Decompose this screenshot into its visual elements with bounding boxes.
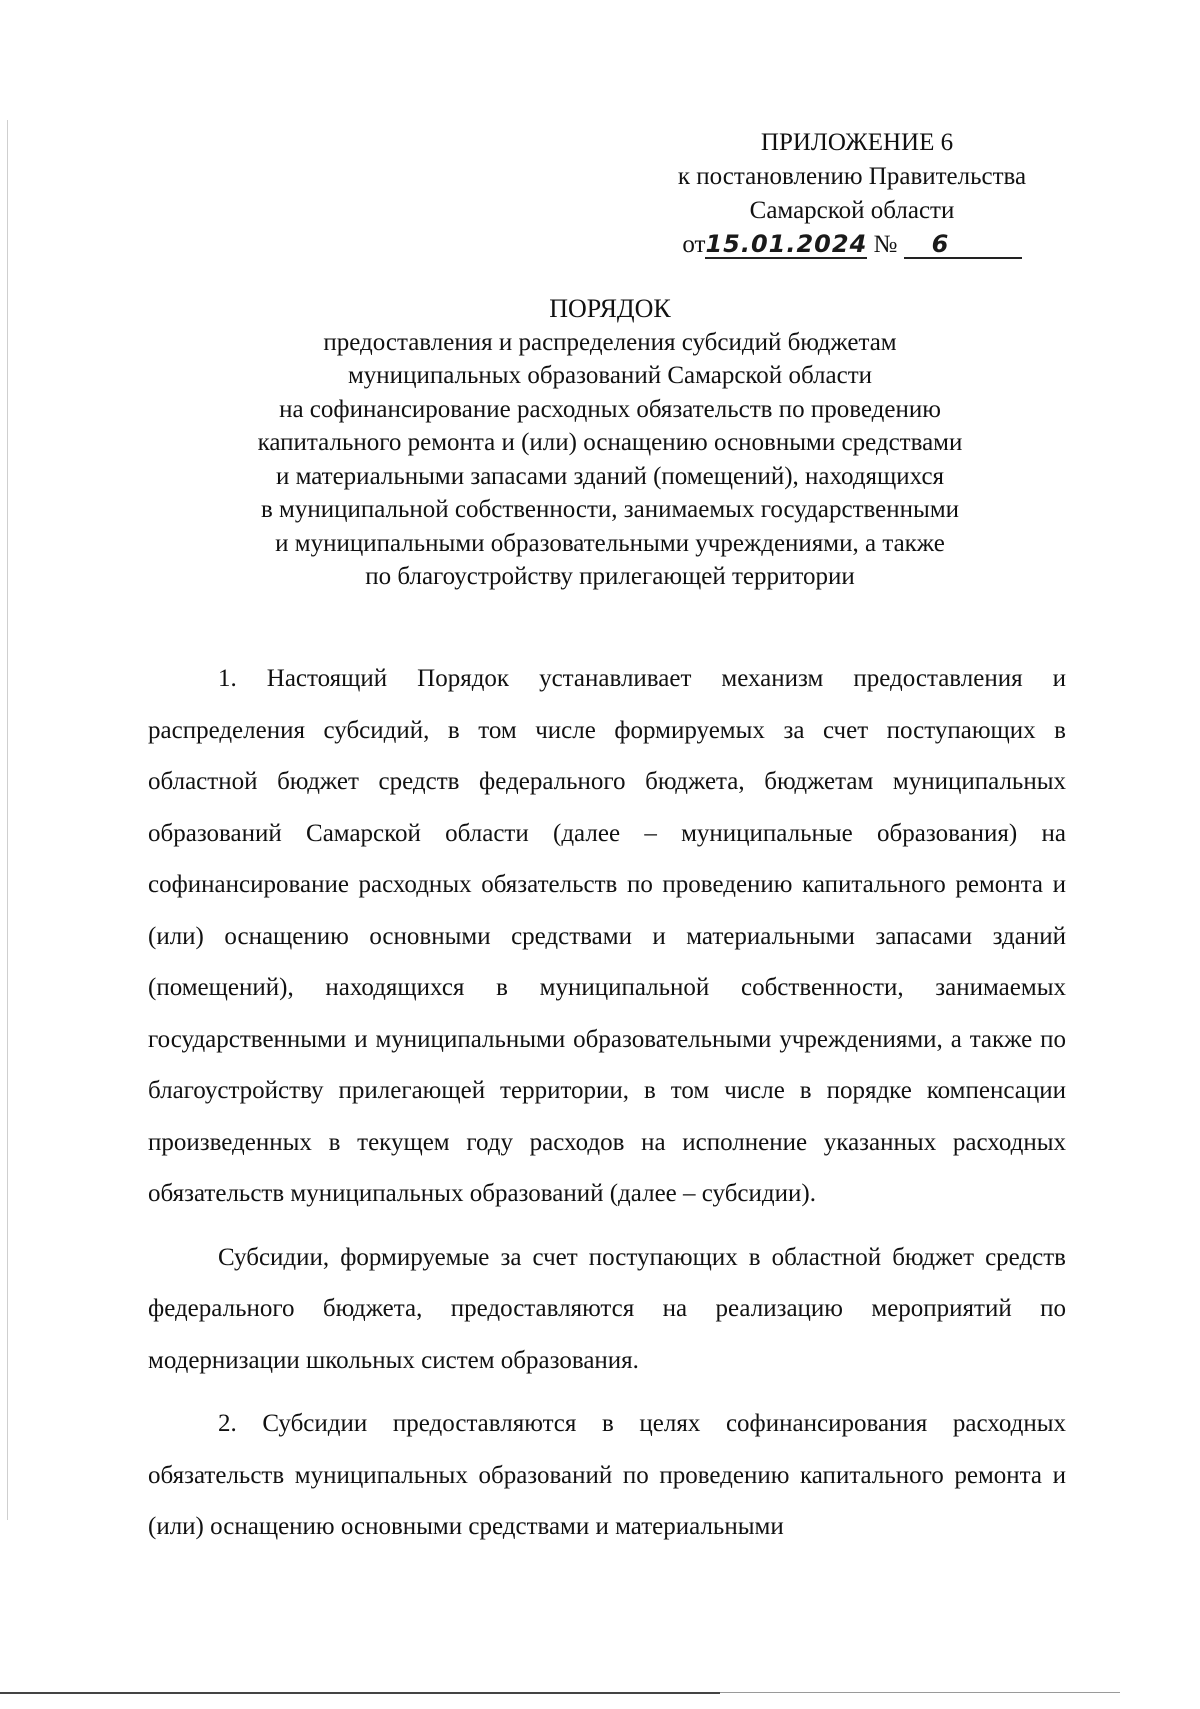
document-title: ПОРЯДОК (549, 294, 671, 323)
title-line: на софинансирование расходных обязательств по проведению (279, 395, 941, 423)
scan-edge-line (7, 120, 8, 1520)
date-field (705, 232, 867, 259)
annex-header (642, 126, 1062, 262)
annex-date-number (642, 228, 1062, 262)
title-line: капитального ремонта и (или) оснащению основными средствами (257, 429, 963, 456)
title-line: и материальными запасами зданий (помещений), находящихся (275, 462, 945, 490)
annex-resolution-line: к постановлению Правительства (677, 163, 1027, 190)
document-body (148, 653, 1066, 1565)
paragraph-1: 1. Настоящий Порядок устанавливает механизм предоставления и распределения субсидий, в том числе формируемых за счет поступающих в областной бюджет средств федерального бюджета, бюджетам муниципальных образований Самарской области (далее – муниципальные образования) на софинансирование расходных обязательств по проведению капитального ремонта и (или) оснащению основными средствами и материальными запасами зданий (помещений), находящихся в муниципальной собственности, занимаемых государственными и муниципальными образовательными учреждениями, а также по благоустройству прилегающей территории, в том числе в порядке компенсации произведенных в текущем году расходов на исполнение указанных расходных обязательств муниципальных образований (далее – субсидии). (148, 665, 1066, 1207)
title-line: муниципальных образований Самарской области (347, 362, 873, 389)
annex-number: ПРИЛОЖЕНИЕ 6 (760, 129, 954, 156)
number-field (904, 232, 1022, 259)
handwritten-number: 6 (931, 230, 950, 258)
number-label: № (873, 231, 898, 258)
annex-region-line: Самарской области (749, 197, 955, 224)
title-line: и муниципальными образовательными учреждениями, а также (275, 529, 945, 557)
title-line: в муниципальной собственности, занимаемых государственными (260, 496, 960, 523)
handwritten-date: 15.01.2024 (705, 230, 868, 258)
date-prefix: от (682, 231, 706, 258)
title-line: по благоустройству прилегающей территории (365, 563, 855, 590)
paragraph-2: 2. Субсидии предоставляются в целях софинансирования расходных обязательств муниципальных образований по проведению капитального ремонта и (или) оснащению основными средствами и материальными (148, 1410, 1066, 1540)
scan-bottom-edge-faint (720, 1692, 1120, 1693)
document-title-block (150, 292, 1070, 594)
paragraph-1-continuation: Субсидии, формируемые за счет поступающих в областной бюджет средств федерального бюджета, предоставляются на реализацию мероприятий по модернизации школьных систем образования. (148, 1243, 1066, 1374)
title-line: предоставления и распределения субсидий бюджетам (323, 328, 897, 356)
scan-bottom-edge (0, 1692, 720, 1694)
